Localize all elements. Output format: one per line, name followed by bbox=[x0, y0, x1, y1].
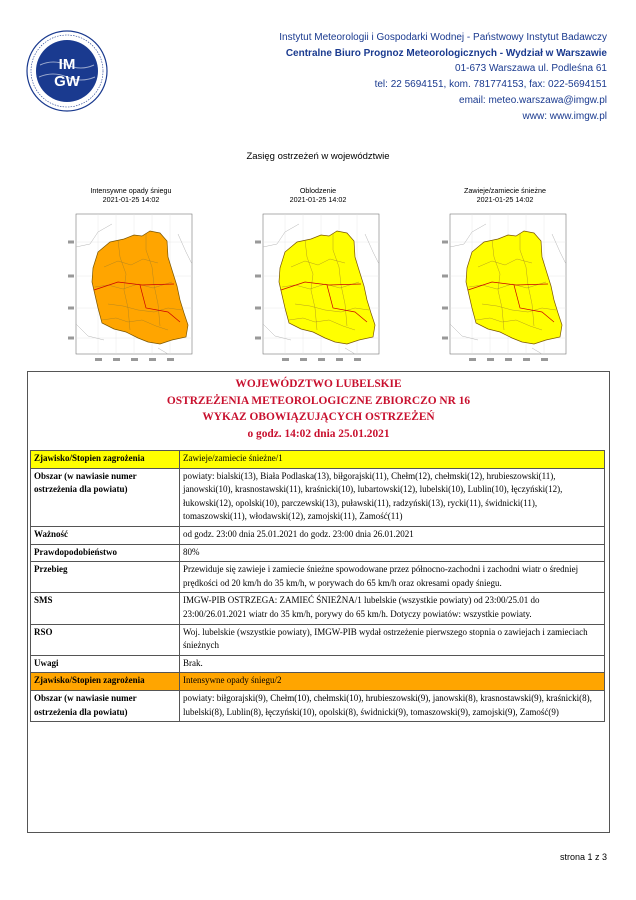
phenomenon-value: Zawieje/zamiecie śnieżne/1 bbox=[180, 451, 605, 469]
validity-value: od godz. 23:00 dnia 25.01.2021 do godz. 23:00 dnia 26.01.2021 bbox=[180, 526, 605, 544]
notes-label: Uwagi bbox=[31, 655, 180, 673]
bureau-name: Centralne Biuro Prognoz Meteorologicznych - Wydział w Warszawie bbox=[285, 47, 607, 59]
maps-title: Zasięg ostrzeżeń w województwie bbox=[246, 151, 390, 162]
area-label: Obszar (w nawiasie numer ostrzeżenia dla powiatu) bbox=[31, 690, 180, 721]
course-value: Przewiduje się zawieje i zamiecie śnieżne spowodowane przez północno-zachodni i zachodni wiatr o średniej prędkości od 20 km/h do 35 km/h, w porywach do 65 km/h oraz okresami opady śniegu. bbox=[180, 562, 605, 593]
website[interactable]: www: www.imgw.pl bbox=[522, 110, 607, 122]
page-number: strona 1 z 3 bbox=[559, 852, 607, 862]
table-row bbox=[31, 526, 605, 544]
institute-contact-block bbox=[207, 30, 607, 124]
table-row bbox=[31, 593, 605, 624]
bulletin-subtitle: WYKAZ OBOWIĄZUJĄCYCH OSTRZEŻEŃ bbox=[202, 411, 435, 423]
email[interactable]: email: meteo.warszawa@imgw.pl bbox=[459, 94, 607, 106]
imgw-logo bbox=[26, 30, 108, 112]
table-row bbox=[31, 562, 605, 593]
bulletin-voivodeship: WOJEWÓDZTWO LUBELSKIE bbox=[235, 378, 402, 390]
map-caption-name: Zawieje/zamiecie śnieżne bbox=[464, 186, 546, 195]
notes-value: Brak. bbox=[180, 655, 605, 673]
rso-label: RSO bbox=[31, 624, 180, 655]
table-row bbox=[31, 624, 605, 655]
bulletin-heading bbox=[28, 376, 609, 442]
map-caption-date: 2021-01-25 14:02 bbox=[476, 195, 534, 204]
table-row bbox=[31, 673, 605, 691]
bulletin-time: o godz. 14:02 dnia 25.01.2021 bbox=[247, 427, 390, 440]
table-row bbox=[31, 655, 605, 673]
map-caption-name: Intensywne opady śniegu bbox=[90, 186, 172, 195]
warnings-table bbox=[30, 450, 605, 722]
probability-value: 80% bbox=[180, 544, 605, 562]
map-heavy-snow bbox=[68, 186, 194, 367]
sms-label: SMS bbox=[31, 593, 180, 624]
phenomenon-label: Zjawisko/Stopien zagrożenia bbox=[31, 673, 180, 691]
course-label: Przebieg bbox=[31, 562, 180, 593]
probability-label: Prawdopodobieństwo bbox=[31, 544, 180, 562]
phenomenon-label: Zjawisko/Stopien zagrożenia bbox=[31, 451, 180, 469]
area-label: Obszar (w nawiasie numer ostrzeżenia dla powiatu) bbox=[31, 468, 180, 526]
phenomenon-value: Intensywne opady śniegu/2 bbox=[180, 673, 605, 691]
address: 01-673 Warszawa ul. Podleśna 61 bbox=[455, 63, 607, 75]
map-snowdrifts bbox=[442, 186, 568, 367]
sms-value: IMGW-PIB OSTRZEGA: ZAMIEĆ ŚNIEŻNA/1 lubelskie (wszystkie powiaty) od 23:00/25.01 do 23:00/26.01.2021 wiatr do 35 km/h, porywy do 65 km/h. Dotyczy powiatów: wszystkie powiaty. bbox=[180, 593, 605, 624]
area-value: powiaty: biłgorajski(9), Chełm(10), chełmski(10), hrubieszowski(9), janowski(8), krasnostawski(9), kraśnicki(8), lubelski(8), Lublin(8), łęczyński(10), opolski(8), świdnicki(9), tomaszowski(9), zamojski(9), Zamość(9) bbox=[180, 690, 605, 721]
table-row bbox=[31, 451, 605, 469]
institute-name: Instytut Meteorologii i Gospodarki Wodnej - Państwowy Instytut Badawczy bbox=[279, 32, 607, 43]
logo-text-top: IM bbox=[58, 56, 76, 73]
table-row bbox=[31, 544, 605, 562]
map-icing bbox=[255, 186, 381, 367]
area-value: powiaty: bialski(13), Biała Podlaska(13), biłgorajski(11), Chełm(12), chełmski(12), hrubieszowski(11), janowski(10), krasnostawski(11), kraśnicki(10), lubartowski(12), lubelski(10), Lublin(10), łęczyński(12), łukowski(12), opolski(10), parczewski(13), puławski(11), radzyński(13), rycki(11), świdnicki(11), tomaszowski(11), włodawski(12), zamojski(11), Zamość(11) bbox=[180, 468, 605, 526]
map-caption-date: 2021-01-25 14:02 bbox=[102, 195, 160, 204]
table-row bbox=[31, 468, 605, 526]
phone: tel: 22 5694151, kom. 781774153, fax: 022-5694151 bbox=[374, 79, 607, 91]
map-caption-date: 2021-01-25 14:02 bbox=[289, 195, 347, 204]
bulletin-title: OSTRZEŻENIA METEOROLOGICZNE ZBIORCZO NR 16 bbox=[166, 394, 471, 407]
rso-value: Woj. lubelskie (wszystkie powiaty), IMGW-PIB wydał ostrzeżenie pierwszego stopnia o zawiejach i zamieciach śnieżnych bbox=[180, 624, 605, 655]
map-caption-name: Oblodzenie bbox=[299, 186, 337, 195]
validity-label: Ważność bbox=[31, 526, 180, 544]
logo-text-bottom: GW bbox=[54, 73, 80, 90]
table-row bbox=[31, 690, 605, 721]
